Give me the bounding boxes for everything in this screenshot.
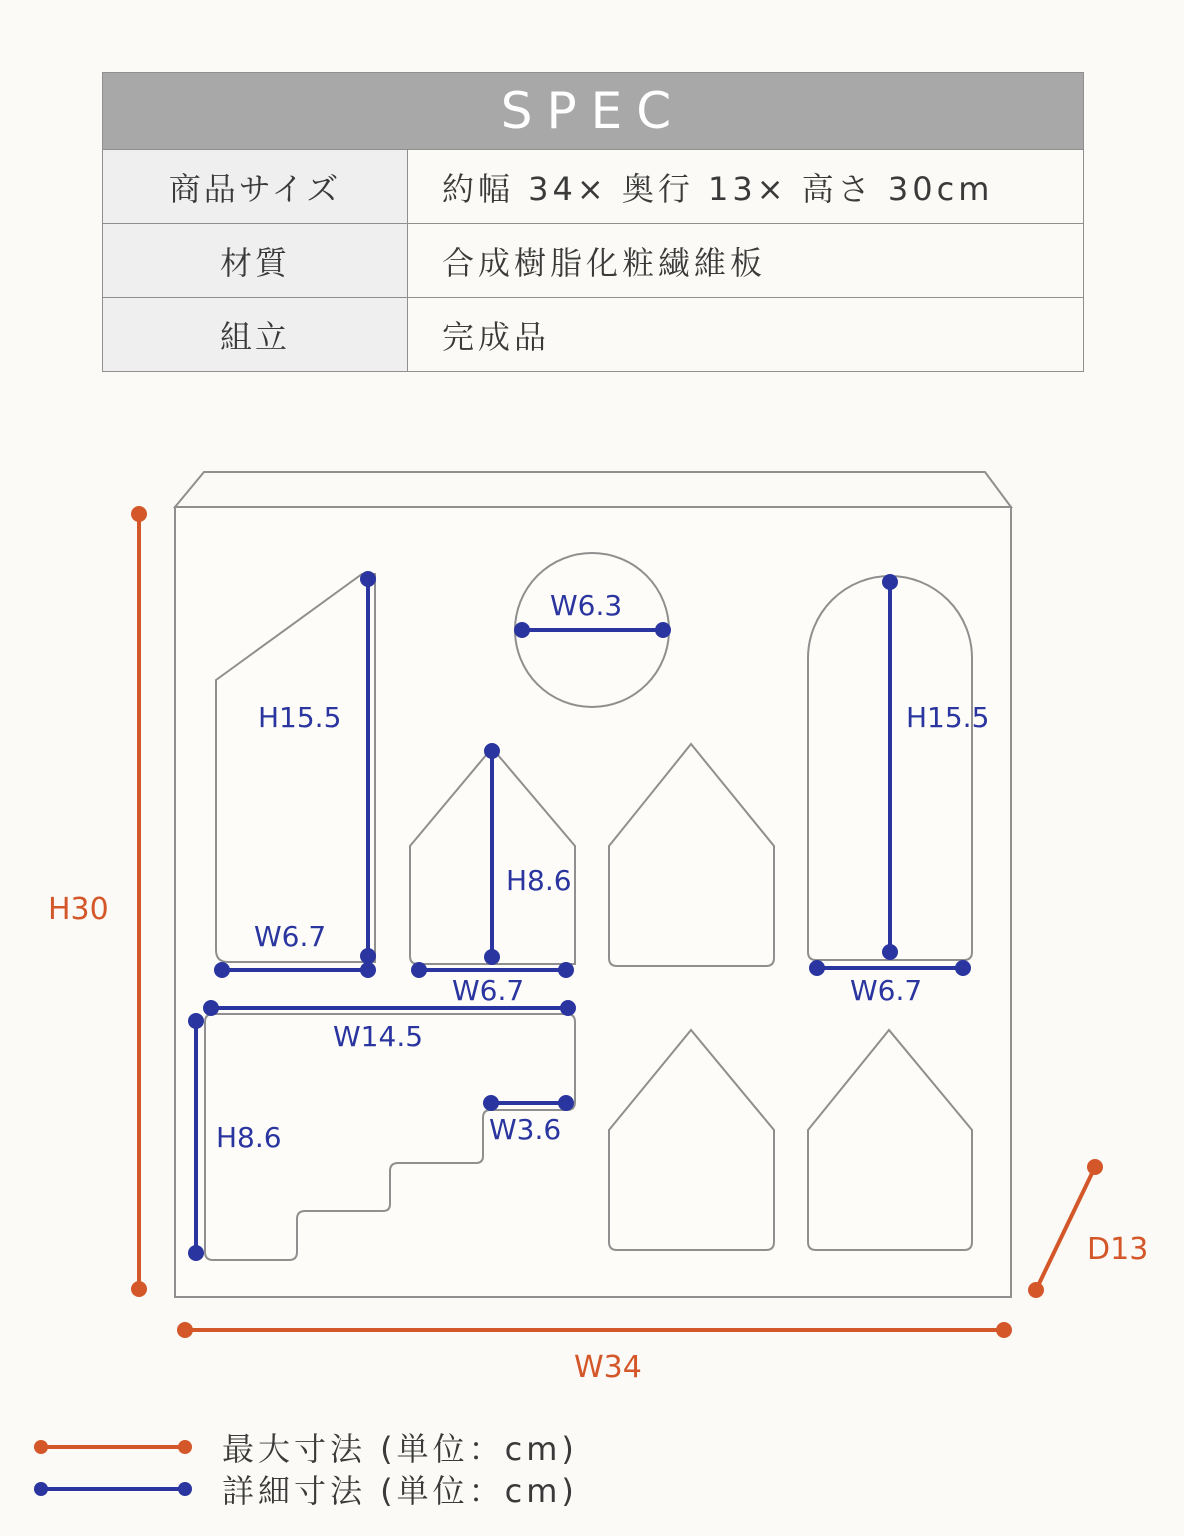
house-height-label: H8.6: [506, 864, 572, 897]
spec-label: 材質: [103, 224, 408, 297]
legend-item-detail: [40, 1468, 578, 1510]
arch-height-label: H15.5: [906, 701, 990, 734]
spec-label: 商品サイズ: [103, 150, 408, 223]
max-depth-label: D13: [1087, 1232, 1149, 1267]
legend-swatch-max: [40, 1445, 186, 1449]
circle-width-label: W6.3: [550, 589, 623, 622]
legend-text: 詳細寸法 (単位：cm): [222, 1472, 578, 1510]
max-height-label: H30: [48, 892, 109, 927]
max-width-label: W34: [574, 1350, 642, 1385]
spec-label: 組立: [103, 298, 408, 371]
stair-width-label: W14.5: [333, 1020, 424, 1053]
legend: [40, 1426, 578, 1510]
parallelogram-width-label: W6.7: [254, 920, 327, 953]
spec-value: 約幅 34× 奥行 13× 高さ 30cm: [442, 169, 994, 208]
legend-swatch-detail: [40, 1487, 186, 1491]
legend-item-max: [40, 1426, 578, 1468]
stair-height-label: H8.6: [216, 1121, 282, 1154]
spec-value: 完成品: [442, 317, 551, 356]
house-width-label: W6.7: [452, 974, 525, 1007]
legend-text: 最大寸法 (単位：cm): [222, 1430, 578, 1468]
stair-step-width-label: W3.6: [489, 1113, 562, 1146]
arch-width-label: W6.7: [850, 974, 923, 1007]
spec-value: 合成樹脂化粧繊維板: [442, 243, 767, 282]
spec-title: SPEC: [103, 73, 1083, 150]
parallelogram-height-label: H15.5: [258, 701, 342, 734]
